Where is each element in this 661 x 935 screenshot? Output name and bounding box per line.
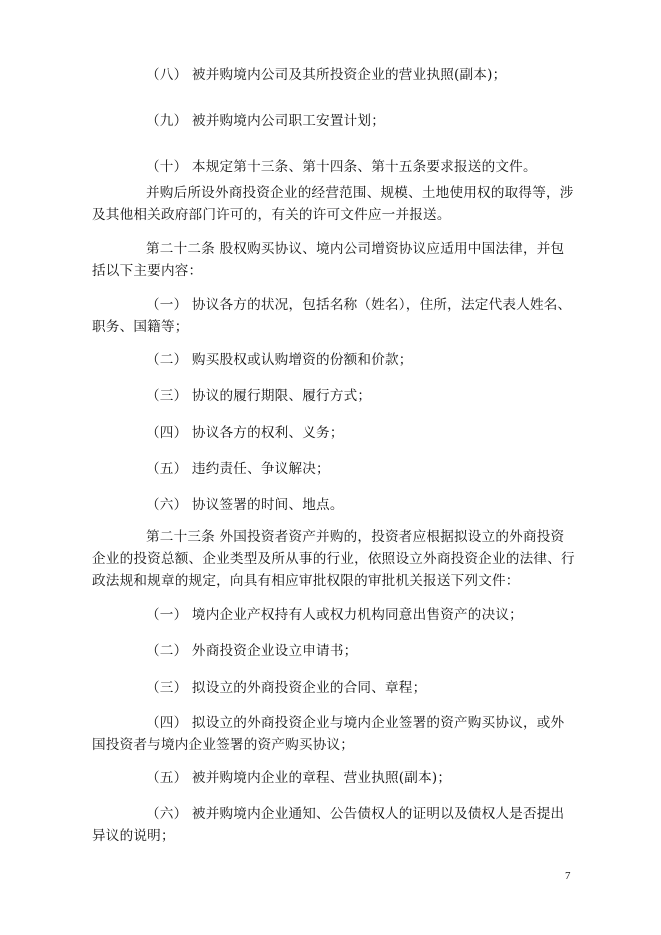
paragraph-art23-item-5: （五） 被并购境内企业的章程、营业执照(副本)；	[146, 770, 452, 786]
paragraph-art22-item-6: （六） 协议签署的时间、地点。	[146, 497, 344, 513]
paragraph-art22-item-5: （五） 违约责任、争议解决；	[146, 461, 330, 477]
article-22-heading: 第二十二条 股权购买协议、境内公司增资协议应适用中国法律，并包括以下主要内容：	[92, 241, 565, 279]
paragraph-art23-item-4: （四） 拟设立的外商投资企业与境内企业签署的资产购买协议，或外国投资者与境内企业签署的资产购买协议；	[92, 715, 565, 753]
paragraph-art22-item-4: （四） 协议各方的权利、义务；	[146, 425, 344, 441]
paragraph-art22-item-3: （三） 协议的履行期限、履行方式；	[146, 388, 372, 404]
article-23-heading: 第二十三条 外国投资者资产并购的，投资者应根据拟设立的外商投资企业的投资总额、企业类型及所从事的行业，依照设立外商投资企业的法律、行政法规和规章的规定，向具有相应审批权限的审批机关报送下列文件：	[92, 529, 575, 589]
paragraph-art23-item-2: （二） 外商投资企业设立申请书；	[146, 643, 358, 659]
paragraph-post-merger-permits: 并购后所设外商投资企业的经营范围、规模、土地使用权的取得等，涉及其他相关政府部门许可的，有关的许可文件应一并报送。	[92, 185, 574, 223]
paragraph-art23-item-1: （一） 境内企业产权持有人或权力机构同意出售资产的决议；	[146, 607, 523, 623]
paragraph-item-8: （八） 被并购境内公司及其所投资企业的营业执照(副本)；	[146, 67, 507, 83]
paragraph-item-10: （十） 本规定第十三条、第十四条、第十五条要求报送的文件。	[146, 159, 537, 175]
paragraph-art22-item-2: （二） 购买股权或认购增资的份额和价款；	[146, 352, 413, 368]
paragraph-art23-item-6: （六） 被并购境内企业通知、公告债权人的证明以及债权人是否提出异议的说明；	[92, 806, 565, 844]
paragraph-art22-item-1: （一） 协议各方的状况，包括名称（姓名），住所，法定代表人姓名、职务、国籍等；	[92, 297, 572, 335]
paragraph-art23-item-3: （三） 拟设立的外商投资企业的合同、章程；	[146, 680, 427, 696]
paragraph-item-9: （九） 被并购境内公司职工安置计划；	[146, 113, 386, 129]
page-number: 7	[565, 870, 571, 882]
